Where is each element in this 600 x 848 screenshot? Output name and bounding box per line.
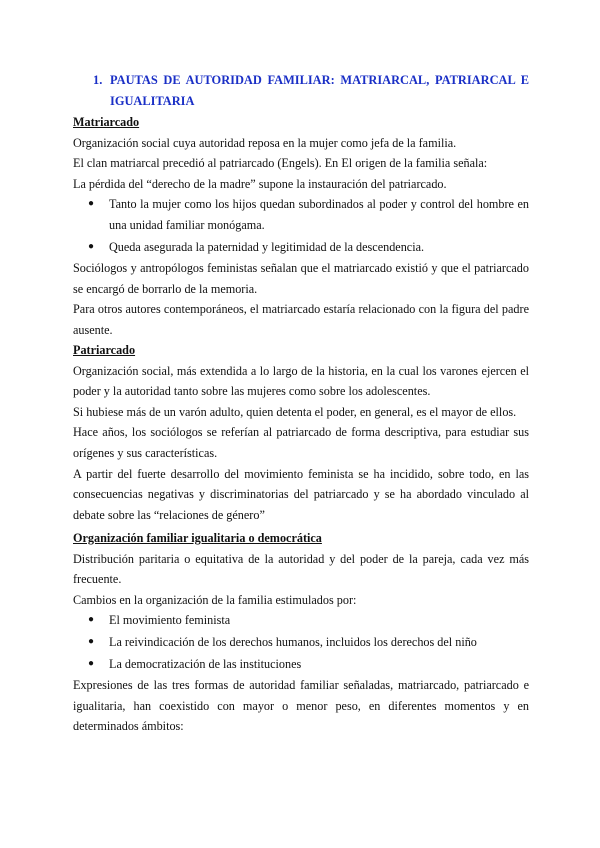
igualitaria-paragraph: Distribución paritaria o equitativa de la autoridad y del poder de la pareja, cada vez más frecuente. bbox=[73, 551, 529, 587]
igualitaria-paragraph: Cambios en la organización de la familia estimulados por: bbox=[73, 592, 357, 607]
patriarcado-paragraph: A partir del fuerte desarrollo del movimiento feminista se ha incidido, sobre todo, en las consecuencias negativas y discriminatorias del patriarcado y se ha abordado vinculado al debate sobre las “relaciones de género” bbox=[73, 466, 529, 522]
list-item bbox=[73, 632, 529, 653]
patriarcado-title: Patriarcado bbox=[73, 343, 136, 357]
heading-text: PAUTAS DE AUTORIDAD FAMILIAR: MATRIARCAL, PATRIARCAL E IGUALITARIA bbox=[110, 73, 529, 108]
matriarcado-paragraph: Sociólogos y antropólogos feministas señalan que el matriarcado existió y que el patriarcado se encargó de borrarlo de la memoria. bbox=[73, 261, 529, 296]
matriarcado-section bbox=[73, 112, 529, 341]
matriarcado-paragraph: Organización social cuya autoridad reposa en la mujer como jefa de la familia. bbox=[73, 135, 457, 150]
matriarcado-paragraph: El clan matriarcal precedió al patriarcado (Engels). En El origen de la familia señala: bbox=[73, 156, 488, 171]
bullet-icon: ● bbox=[88, 198, 95, 210]
bullet-icon: ● bbox=[88, 240, 95, 252]
matriarcado-paragraph: Para otros autores contemporáneos, el matriarcado estaría relacionado con la figura del padre ausente. bbox=[73, 302, 529, 337]
matriarcado-title: Matriarcado bbox=[73, 115, 140, 129]
list-item-text: El movimiento feminista bbox=[109, 613, 231, 628]
list-item bbox=[73, 194, 529, 235]
patriarcado-section bbox=[73, 340, 529, 525]
patriarcado-paragraph: Hace años, los sociólogos se referían al patriarcado de forma descriptiva, para estudiar sus orígenes y sus características. bbox=[73, 425, 529, 460]
igualitaria-bullet-list bbox=[73, 610, 529, 674]
list-item bbox=[73, 237, 529, 258]
heading-number: 1. bbox=[93, 73, 103, 87]
igualitaria-section bbox=[73, 528, 529, 737]
bullet-icon: ● bbox=[88, 614, 95, 626]
list-item-text: La democratización de las instituciones bbox=[109, 656, 302, 671]
igualitaria-title: Organización familiar igualitaria o democrática bbox=[73, 531, 322, 545]
bullet-icon: ● bbox=[88, 657, 95, 669]
list-item-text: La reivindicación de los derechos humanos, incluidos los derechos del niño bbox=[109, 634, 477, 649]
patriarcado-paragraph: Organización social, más extendida a lo largo de la historia, en la cual los varones ejercen el poder y la autoridad tanto sobre las mujeres como sobre los adolescentes. bbox=[73, 363, 529, 399]
matriarcado-paragraph: La pérdida del “derecho de la madre” supone la instauración del patriarcado. bbox=[73, 176, 447, 191]
igualitaria-paragraph: Expresiones de las tres formas de autoridad familiar señaladas, matriarcado, patriarcado e igualitaria, han coexistido con mayor o menor peso, en diferentes momentos y en determinados ámbitos: bbox=[73, 678, 529, 734]
list-item bbox=[73, 654, 529, 675]
section-heading bbox=[93, 70, 529, 112]
bullet-icon: ● bbox=[88, 635, 95, 647]
patriarcado-paragraph: Si hubiese más de un varón adulto, quien detenta el poder, en general, es el mayor de ellos. bbox=[73, 404, 517, 419]
list-item-text: Queda asegurada la paternidad y legitimidad de la descendencia. bbox=[109, 239, 425, 254]
list-item bbox=[73, 610, 529, 631]
list-item-text: Tanto la mujer como los hijos quedan subordinados al poder y control del hombre en una unidad familiar monógama. bbox=[109, 197, 529, 232]
matriarcado-bullet-list bbox=[73, 194, 529, 257]
